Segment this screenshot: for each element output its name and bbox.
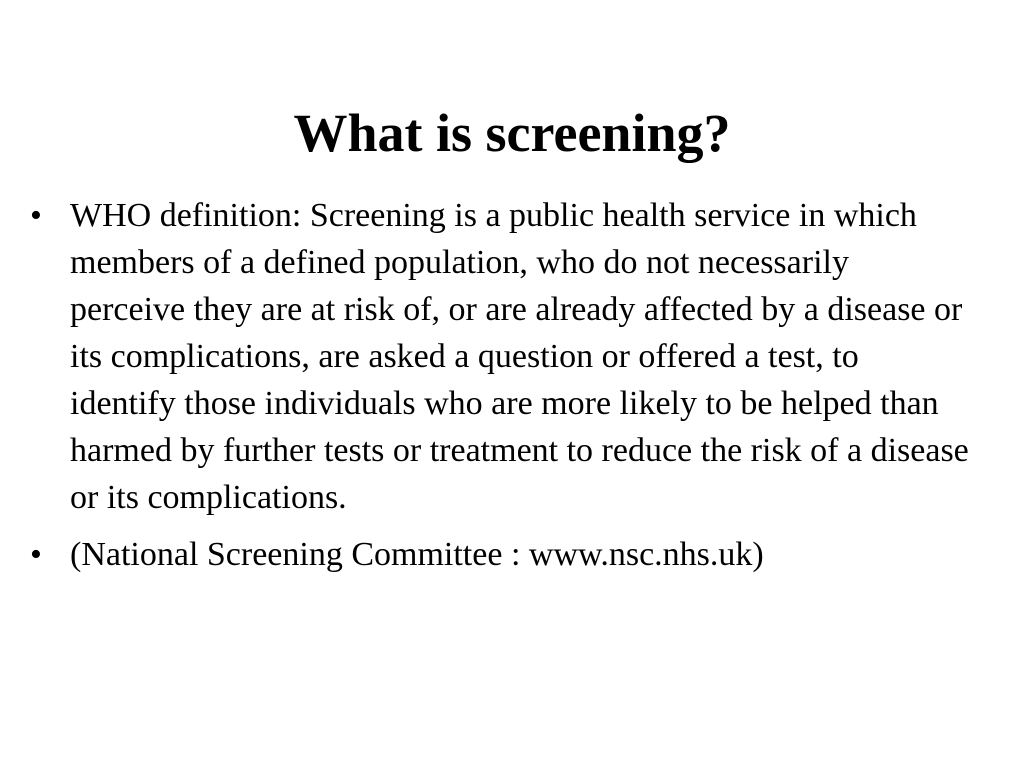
bullet-who-definition (30, 192, 970, 521)
bullet-text: (National Screening Committee : www.nsc.nhs.uk) (70, 536, 764, 573)
bullet-dot-icon: • (30, 197, 42, 234)
bullet-list (30, 192, 970, 588)
bullet-dot-icon: • (30, 536, 42, 573)
slide-title: What is screening? (293, 103, 731, 163)
bullet-text: WHO definition: Screening is a public health service in which members of a defined population, who do not necessarily perceive they are at risk of, or are already affected by a disease or its complications, are asked a question or offered a test, to identify those individuals who are more likely to be helped than harmed by further tests or treatment to reduce the risk of a disease or its complications. (70, 197, 969, 516)
bullet-source-citation (30, 531, 970, 578)
